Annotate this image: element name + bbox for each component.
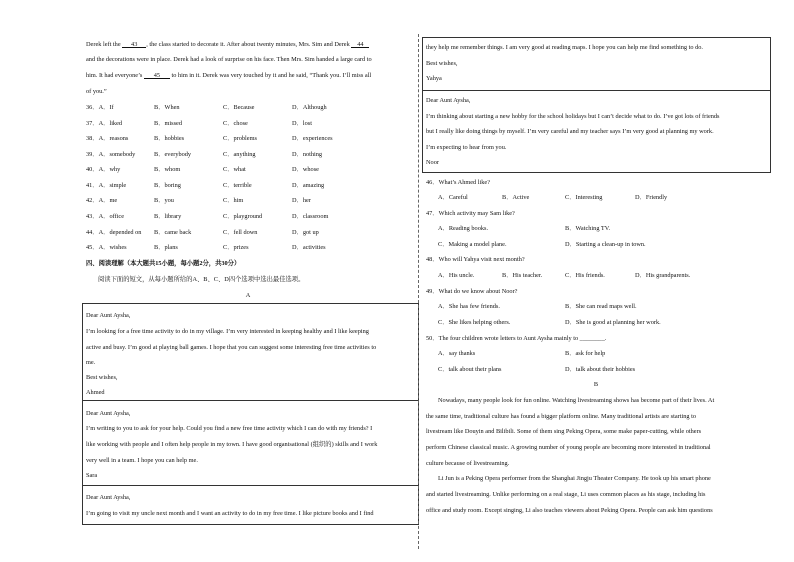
option-c: C．Interesting xyxy=(565,194,603,201)
passage-line: the same time, traditional culture has found a bigger platform online. Many traditional artists are starting to xyxy=(426,413,696,420)
blank-45: 45 xyxy=(144,72,170,79)
letters-box-left xyxy=(82,303,419,525)
letter-divider-1 xyxy=(82,400,418,401)
passage-line: Li Jun is a Peking Opera performer from the Shanghai Jingju Theater Company. He took up his smart phone xyxy=(438,475,711,482)
letters-box-right xyxy=(422,37,771,173)
option-a: A．Reading books. xyxy=(438,225,489,232)
passage-line: and started livestreaming. Unlike performing on a real stage, Li uses common places as his stage, including his xyxy=(426,491,706,498)
choice-row-37: 37．A．liked B．missed C．chose D．lost xyxy=(86,120,312,127)
choice-row-38: 38．A．reasons B．hobbies C．problems D．experiences xyxy=(86,135,333,142)
passage-line-1: Derek left the 43 , the class started to decorate it. After about twenty minutes, Mrs. Sim and Derek 44 xyxy=(86,41,369,49)
blank-44: 44 xyxy=(351,41,369,48)
question-text: 48．Who will Yahya visit next month? xyxy=(426,256,525,263)
letter-signature: Yahya xyxy=(426,75,442,82)
question-text: 50．The four children wrote letters to Aunt Aysha mainly to ________. xyxy=(426,335,607,342)
letter-greeting: Dear Aunt Aysha, xyxy=(86,312,131,319)
letter-line: I’m expecting to hear from you. xyxy=(426,144,507,151)
option-d: D．His grandparents. xyxy=(635,272,691,279)
letter-signature: Noor xyxy=(426,159,439,166)
letter-greeting: Dear Aunt Aysha, xyxy=(86,494,131,501)
choice-row-44: 44．A．depended on B．came back C．fell down D．got up xyxy=(86,229,319,236)
letter-divider-2 xyxy=(82,485,418,486)
letter-greeting: Dear Aunt Aysha, xyxy=(86,410,131,417)
letter-line: they help me remember things. I am very good at reading maps. I hope you can help me find something to do. xyxy=(426,44,703,51)
passage-line: Nowadays, many people look for fun online. Watching livestreaming shows has become part of their lives. At xyxy=(438,397,715,404)
option-a: A．She has few friends. xyxy=(438,303,500,310)
letter-greeting: Dear Aunt Aysha, xyxy=(426,97,471,104)
blank-43: 43 xyxy=(122,41,146,48)
section-4-heading: 四、阅读理解（本大题共15小题，每小题2分，共30分） xyxy=(86,260,241,267)
option-a: A．His uncle. xyxy=(438,272,475,279)
choice-row-41: 41．A．simple B．boring C．terrible D．amazing xyxy=(86,182,325,189)
passage-line: culture because of livestreaming. xyxy=(426,460,510,467)
choice-row-42: 42．A．me B．you C．him D．her xyxy=(86,197,311,204)
letter-line: active and busy. I’m good at playing ball games. I hope that you can suggest some interesting free time activities to xyxy=(86,344,377,351)
question-text: 47．Which activity may Sam like? xyxy=(426,210,515,217)
letter-signature: Ahmed xyxy=(86,389,105,396)
passage-line-4: of you.” xyxy=(86,88,107,95)
choice-row-39: 39．A．somebody B．everybody C．anything D．nothing xyxy=(86,151,323,158)
passage-line-2: and the decorations were in place. Derek had a look of surprise on his face. Then Mrs. Sim handed a large card to xyxy=(86,56,372,63)
choice-row-45: 45．A．wishes B．plans C．prizes D．activities xyxy=(86,244,326,251)
choice-row-36: 36．A．If B．When C．Because D．Although xyxy=(86,104,327,111)
letter-closing: Best wishes, xyxy=(86,374,118,381)
passage-line: office and study room. Except singing, Li also teaches viewers about Peking Opera. People can ask him questions xyxy=(426,507,713,514)
passage-a-label: A xyxy=(245,292,251,299)
option-c: C．Making a model plane. xyxy=(438,241,507,248)
letter-line: like working with people and I often help people in my town. I have good organisational (组织的) skills and I work xyxy=(86,441,378,448)
passage-line: livestream like Douyin and Bilibili. Some of them sing Peking Opera, some make paper-cutting, while others xyxy=(426,428,702,435)
choice-row-43: 43．A．office B．library C．playground D．classroom xyxy=(86,213,329,220)
option-c: C．talk about their plans xyxy=(438,366,502,373)
option-b: B．She can read maps well. xyxy=(565,303,637,310)
option-b: B．Active xyxy=(502,194,530,201)
option-a: A．Careful xyxy=(438,194,468,201)
letter-line: but I really like doing things by myself. I’m very careful and my teacher says I’m very good at planning my work. xyxy=(426,128,714,135)
option-b: B．His teacher. xyxy=(502,272,543,279)
letter-line: I’m going to visit my uncle next month and I want an activity to do in my free time. I like picture books and I find xyxy=(86,510,374,517)
letter-signature: Sara xyxy=(86,472,98,479)
letter-line: me. xyxy=(86,359,96,366)
option-d: D．Friendly xyxy=(635,194,668,201)
right-column xyxy=(410,0,794,562)
option-b: B．Watching TV. xyxy=(565,225,611,232)
section-4-instruction: 阅读下面的短文，从每小题所给的A、B、C、D四个选项中选出最佳选项。 xyxy=(98,276,305,283)
passage-line: perform Chinese classical music. A growing number of young people are becoming more interested in traditional xyxy=(426,444,711,451)
letter-closing: Best wishes, xyxy=(426,60,458,67)
question-text: 46．What’s Ahmed like? xyxy=(426,179,491,186)
letter-line: very well in a team. I hope you can help me. xyxy=(86,457,198,464)
letter-line: I’m thinking about starting a new hobby for the school holidays but I can’t decide what to do. I’ve got lots of friends xyxy=(426,113,720,120)
letter-divider-3 xyxy=(422,90,770,91)
letter-line: I’m looking for a free time activity to do in my village. I’m very interested in keeping healthy and I like keeping xyxy=(86,328,369,335)
question-text: 49．What do we know about Noor? xyxy=(426,288,518,295)
option-b: B．ask for help xyxy=(565,350,606,357)
option-c: C．His friends. xyxy=(565,272,605,279)
option-d: D．Starting a clean-up in town. xyxy=(565,241,646,248)
letter-line: I’m writing to you to ask for your help. Could you find a new free time activity which I can do with my friends? I xyxy=(86,425,373,432)
option-c: C．She likes helping others. xyxy=(438,319,511,326)
passage-line-3: him. It had everyone’s 45 to him in it. Derek was very touched by it and he said, “Thank you. I’ll miss all xyxy=(86,72,372,79)
passage-b-label: B xyxy=(593,381,599,388)
option-a: A．say thanks xyxy=(438,350,476,357)
option-d: D．She is good at planning her work. xyxy=(565,319,661,326)
option-d: D．talk about their hobbies xyxy=(565,366,636,373)
choice-row-40: 40．A．why B．whom C．what D．whose xyxy=(86,166,319,173)
